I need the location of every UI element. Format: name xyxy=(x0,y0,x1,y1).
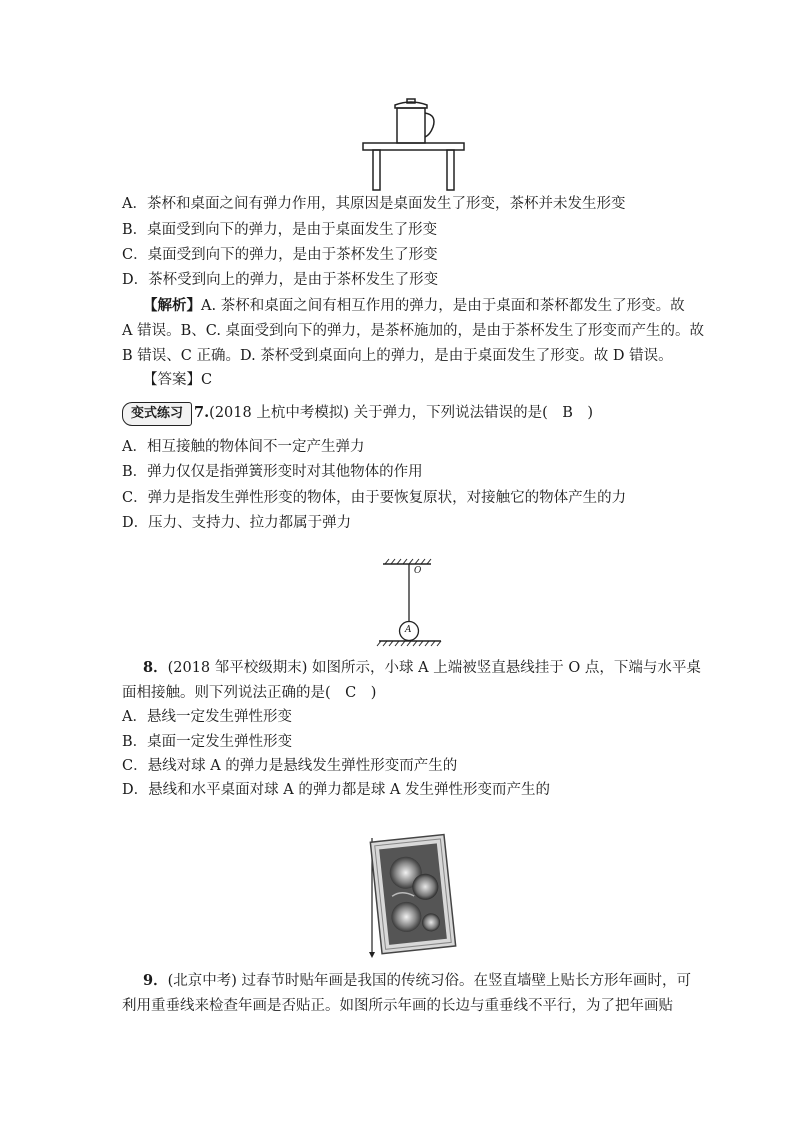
cup-on-table-figure xyxy=(355,95,470,195)
q8-option-d: D．悬线和水平桌面对球 A 的弹力都是球 A 发生弹性形变而产生的 xyxy=(122,782,551,798)
q8-option-c: C．悬线对球 A 的弹力是悬线发生弹性形变而产生的 xyxy=(122,758,458,774)
q6-option-b: B．桌面受到向下的弹力，是由于桌面发生了形变 xyxy=(122,222,438,238)
q7-stem: (2018 上杭中考模拟) 关于弹力，下列说法错误的是( B ) xyxy=(209,405,594,421)
q9-stem-2: 利用重垂线来检查年画是否贴正。如图所示年画的长边与重垂线不平行，为了把年画贴 xyxy=(122,998,673,1014)
q9-number: 9． xyxy=(143,972,168,989)
q9-stem-line-1 xyxy=(143,971,691,991)
q7-option-a: A．相互接触的物体间不一定产生弹力 xyxy=(122,439,365,455)
ball-a-label: A xyxy=(405,625,412,635)
analysis-text-1: A. 茶杯和桌面之间有相互作用的弹力，是由于桌面和茶杯都发生了形变。故 xyxy=(201,298,685,314)
q7-option-c: C．弹力是指发生弹性形变的物体，由于要恢复原状，对接触它的物体产生的力 xyxy=(122,490,627,506)
q6-analysis-line-3: B 错误、C 正确。D. 茶杯受到桌面向上的弹力，是由于桌面发生了形变。故 D 错误。 xyxy=(122,348,673,364)
q8-stem-2: 面相接触。则下列说法正确的是( C ) xyxy=(122,685,377,701)
q6-answer: 【答案】C xyxy=(143,372,213,388)
q7-option-b: B．弹力仅仅是指弹簧形变时对其他物体的作用 xyxy=(122,464,423,480)
q8-option-b: B．桌面一定发生弹性形变 xyxy=(122,734,293,750)
q7-number: 7. xyxy=(194,404,210,421)
tilted-painting-figure xyxy=(362,830,462,962)
q8-option-a: A．悬线一定发生弹性形变 xyxy=(122,709,292,725)
analysis-tag: 【解析】 xyxy=(143,297,201,314)
q8-stem-1: (2018 邹平校级期末) 如图所示，小球 A 上端被竖直悬线挂于 O 点，下端与水平桌 xyxy=(167,660,701,676)
q6-analysis-line-2: A 错误。B、C. 桌面受到向下的弹力，是茶杯施加的，是由于茶杯发生了形变而产生的。故 xyxy=(122,323,705,339)
variant-practice-badge: 变式练习 xyxy=(122,402,192,426)
hanging-ball-figure xyxy=(375,558,445,650)
q8-number: 8． xyxy=(143,659,168,676)
q6-option-c: C．桌面受到向下的弹力，是由于茶杯发生了形变 xyxy=(122,247,438,263)
q6-analysis-line-1 xyxy=(143,296,685,316)
q7-stem-line xyxy=(122,402,593,426)
q8-stem-line-1 xyxy=(143,658,701,678)
q9-stem-1: (北京中考) 过春节时贴年画是我国的传统习俗。在竖直墙壁上贴长方形年画时，可 xyxy=(167,973,692,989)
q6-option-a: A．茶杯和桌面之间有弹力作用，其原因是桌面发生了形变，茶杯并未发生形变 xyxy=(122,196,626,212)
point-o-label: O xyxy=(414,566,422,576)
q6-option-d: D．茶杯受到向上的弹力，是由于茶杯发生了形变 xyxy=(122,272,439,288)
q7-option-d: D．压力、支持力、拉力都属于弹力 xyxy=(122,515,352,531)
